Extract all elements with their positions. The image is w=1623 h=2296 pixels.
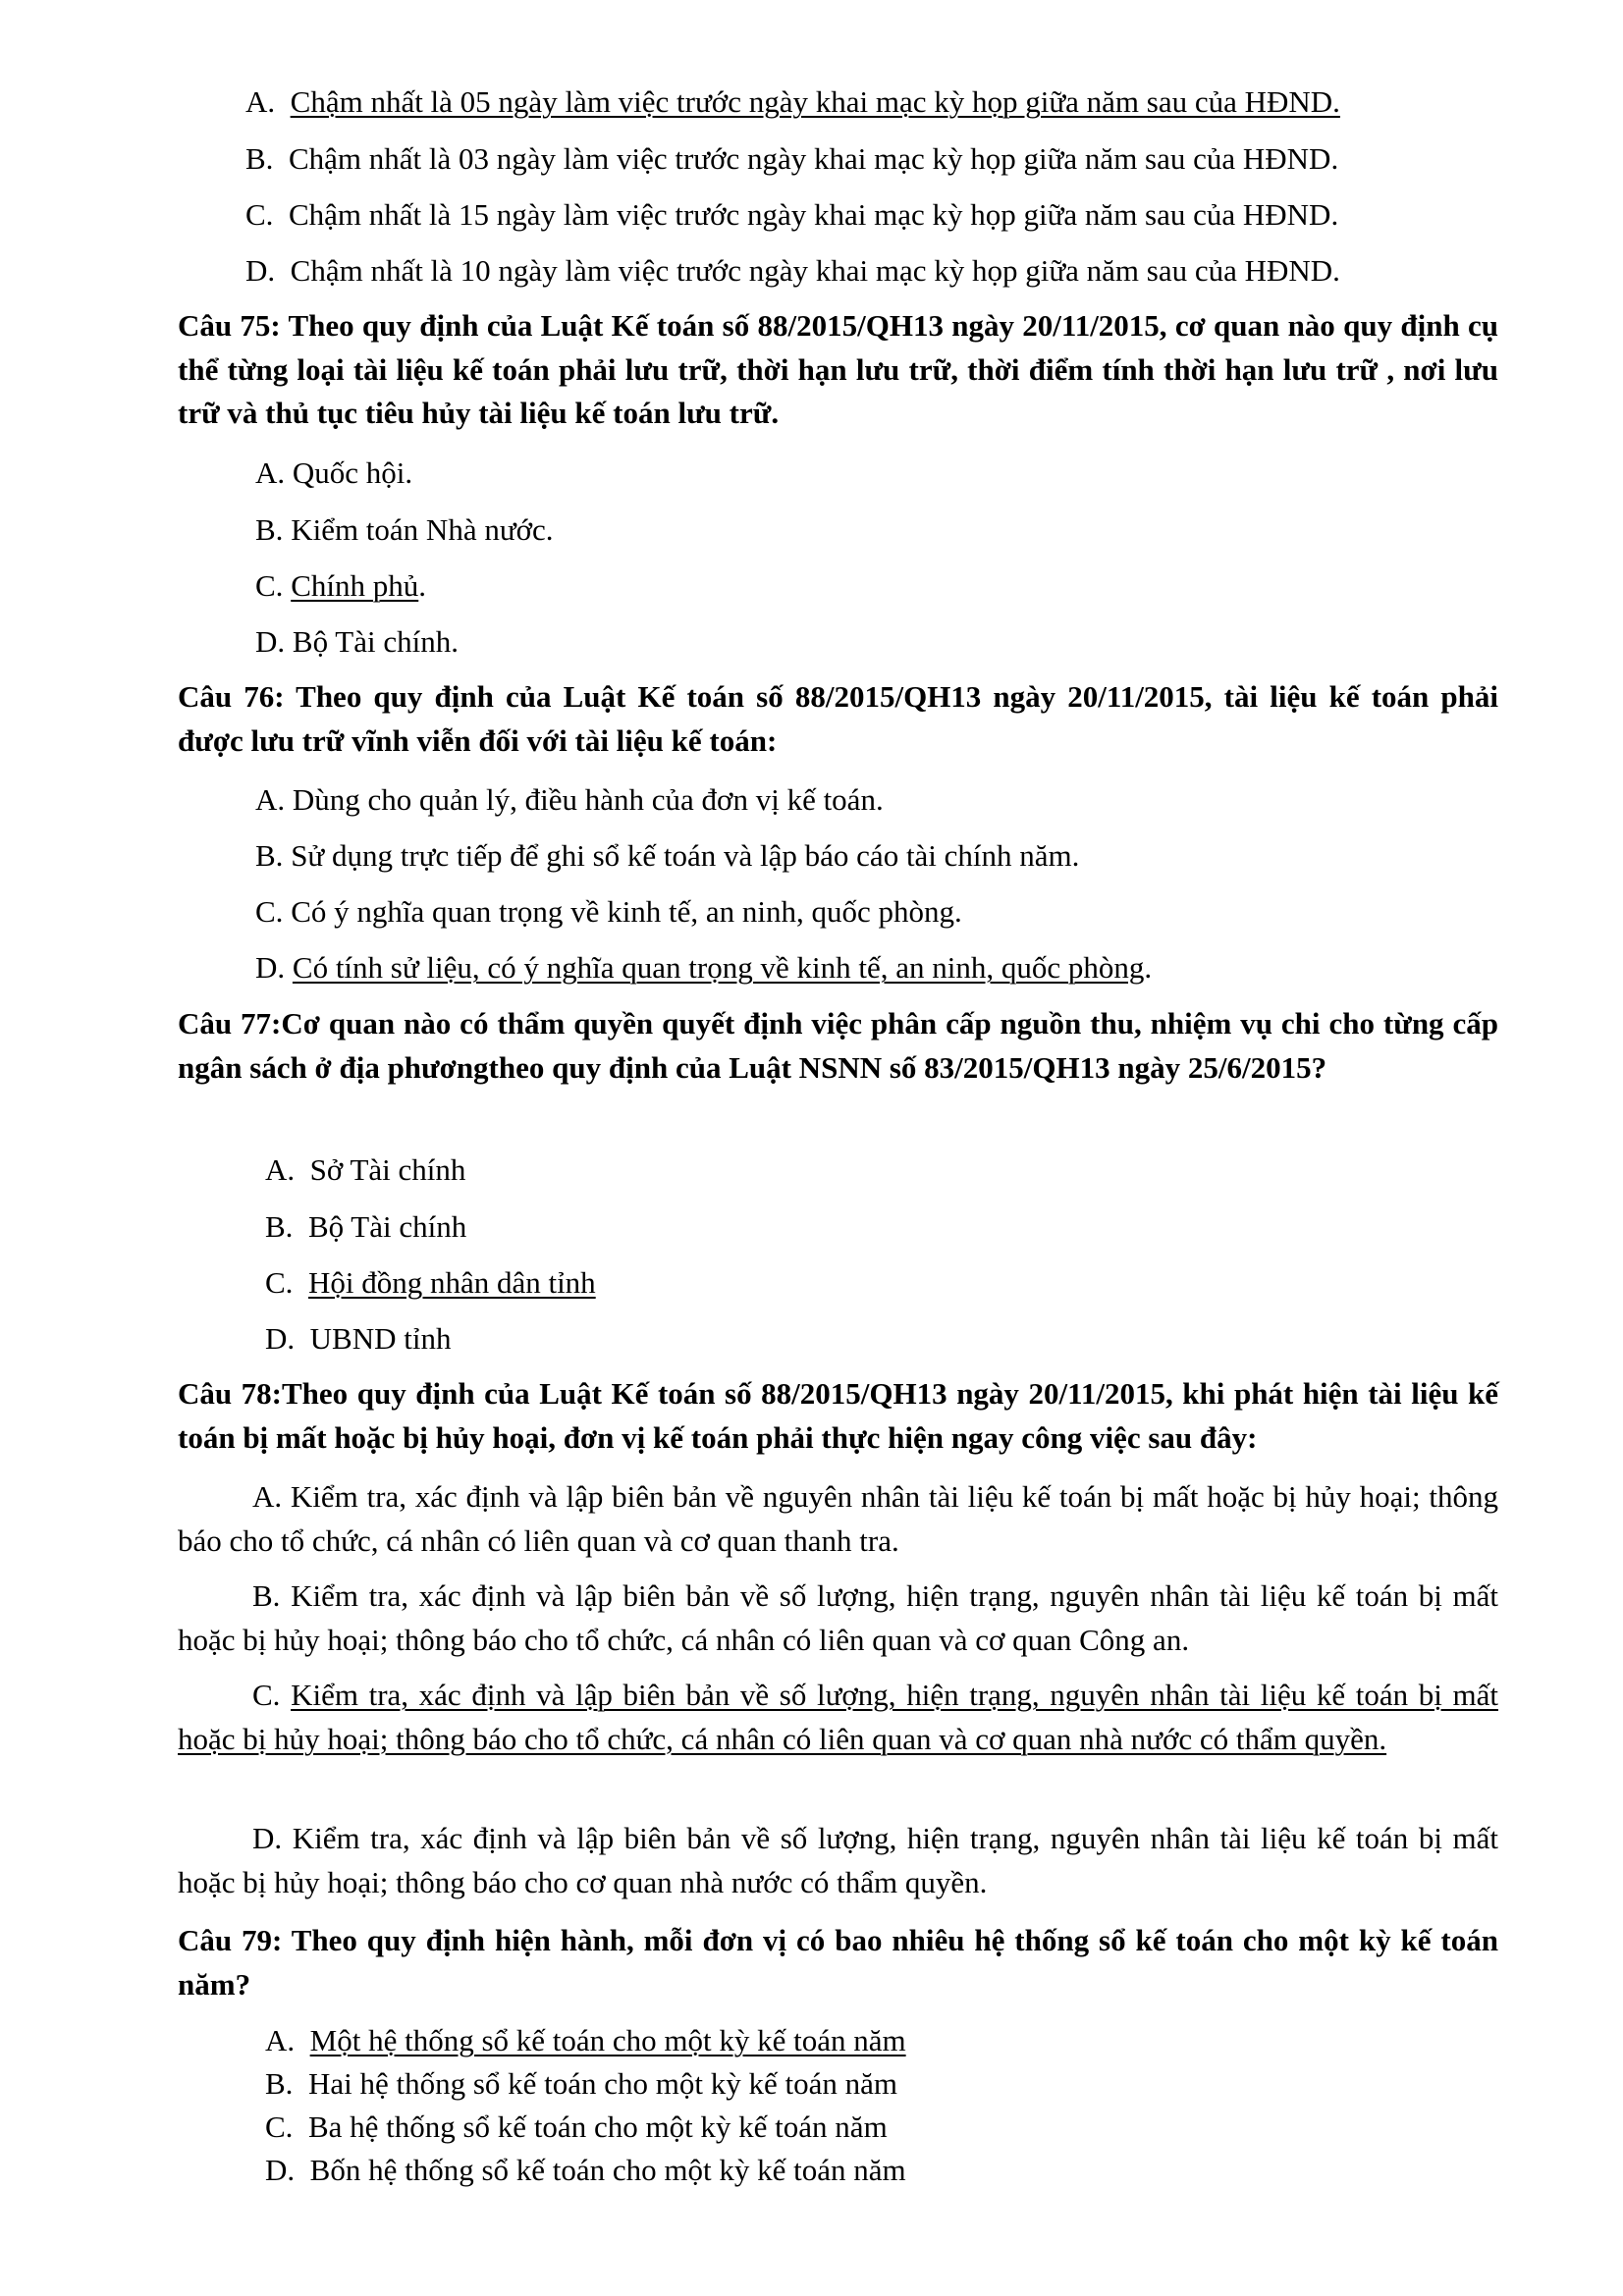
q75-option-b [255, 508, 554, 552]
q78-option-d [178, 1817, 1498, 1904]
q79-option-b [265, 2064, 897, 2104]
option-text: Chậm nhất là 03 ngày làm việc trước ngày khai mạc kỳ họp giữa năm sau của HĐND. [288, 141, 1339, 176]
q78-option-c [178, 1674, 1498, 1761]
option-text-correct: Chính phủ [291, 568, 419, 603]
question-77: Câu 77:Cơ quan nào có thẩm quyền quyết định việc phân cấp nguồn thu, nhiệm vụ chi cho từng cấp ngân sách ở địa phươngtheo quy định của Luật NSNN số 83/2015/QH13 ngày 25/6/2015? [178, 1006, 1498, 1085]
option-letter: A. [255, 455, 286, 490]
option-text: Dùng cho quản lý, điều hành của đơn vị kế toán. [292, 782, 884, 817]
option-letter: D. [265, 2153, 296, 2187]
option-suffix: . [1144, 950, 1153, 985]
q77-option-d [265, 1317, 451, 1361]
option-text-correct: Hội đồng nhân dân tỉnh [307, 1265, 596, 1300]
option-letter: D. [245, 253, 276, 288]
option-letter: A. [255, 782, 286, 817]
q74-option-b [245, 137, 1338, 181]
q74-option-d [245, 249, 1340, 293]
q75-option-a [255, 452, 412, 495]
option-letter: D. [255, 624, 286, 659]
option-text: Sở Tài chính [309, 1152, 466, 1187]
q77-option-a [265, 1148, 465, 1192]
q74-option-c [245, 193, 1338, 237]
question-79: Câu 79: Theo quy định hiện hành, mỗi đơn vị có bao nhiêu hệ thống sổ kế toán cho một kỳ kế toán năm? [178, 1923, 1498, 2002]
option-text-correct: Có tính sử liệu, có ý nghĩa quan trọng về kinh tế, an ninh, quốc phòng [292, 950, 1145, 985]
option-letter: D. [252, 1821, 283, 1855]
option-text: Kiểm tra, xác định và lập biên bản về số lượng, hiện trạng, nguyên nhân tài liệu kế toán bị mất hoặc bị hủy hoại; thông báo cho tổ chức, cá nhân có liên quan và cơ quan Công an. [178, 1578, 1498, 1657]
option-letter: B. [255, 838, 284, 873]
q75-option-c [255, 564, 426, 608]
option-text: Chậm nhất là 10 ngày làm việc trước ngày khai mạc kỳ họp giữa năm sau của HĐND. [290, 253, 1340, 288]
option-letter: B. [245, 141, 274, 176]
option-letter: D. [265, 1321, 296, 1356]
q76-option-a [255, 778, 884, 822]
q77-option-c [265, 1261, 596, 1305]
option-letter: A. [252, 1479, 283, 1514]
option-text-correct: Một hệ thống sổ kế toán cho một kỳ kế toán năm [309, 2023, 906, 2057]
option-text: Ba hệ thống sổ kế toán cho một kỳ kế toán năm [307, 2109, 888, 2144]
q78-option-b [178, 1575, 1498, 1662]
option-letter: D. [255, 950, 286, 985]
option-letter: C. [245, 197, 274, 232]
option-letter: B. [252, 1578, 281, 1613]
question-78: Câu 78:Theo quy định của Luật Kế toán số 88/2015/QH13 ngày 20/11/2015, khi phát hiện tài liệu kế toán bị mất hoặc bị hủy hoại, đơn vị kế toán phải thực hiện ngay công việc sau đây: [178, 1376, 1498, 1455]
option-text: Sử dụng trực tiếp để ghi sổ kế toán và lập báo cáo tài chính năm. [291, 838, 1080, 873]
option-text: Hai hệ thống sổ kế toán cho một kỳ kế toán năm [307, 2066, 898, 2101]
option-letter: A. [245, 84, 276, 119]
option-text: Bộ Tài chính. [292, 624, 459, 659]
option-letter: C. [265, 2109, 294, 2144]
q79-option-d [265, 2151, 906, 2190]
option-text: Kiểm tra, xác định và lập biên bản về số lượng, hiện trạng, nguyên nhân tài liệu kế toán bị mất hoặc bị hủy hoại; thông báo cho cơ quan nhà nước có thẩm quyền. [178, 1821, 1498, 1899]
q78-option-a [178, 1475, 1498, 1563]
q76-option-b [255, 834, 1079, 878]
option-text: Chậm nhất là 15 ngày làm việc trước ngày khai mạc kỳ họp giữa năm sau của HĐND. [288, 197, 1339, 232]
option-text: Kiểm tra, xác định và lập biên bản về nguyên nhân tài liệu kế toán bị mất hoặc bị hủy hoại; thông báo cho tổ chức, cá nhân có liên quan và cơ quan thanh tra. [178, 1479, 1499, 1558]
q74-option-a [245, 80, 1340, 124]
option-letter: B. [255, 512, 284, 547]
q75-option-d [255, 620, 459, 664]
q76-option-c [255, 890, 962, 934]
option-text: Có ý nghĩa quan trọng về kinh tế, an ninh, quốc phòng. [291, 894, 962, 929]
option-letter: A. [265, 1152, 296, 1187]
option-letter: B. [265, 1209, 294, 1244]
question-75: Câu 75: Theo quy định của Luật Kế toán số 88/2015/QH13 ngày 20/11/2015, cơ quan nào quy định cụ thể từng loại tài liệu kế toán phải lưu trữ, thời hạn lưu trữ, thời điểm tính thời hạn lưu trữ , nơi lưu trữ và thủ tục tiêu hủy tài liệu kế toán lưu trữ. [178, 308, 1498, 430]
question-76: Câu 76: Theo quy định của Luật Kế toán số 88/2015/QH13 ngày 20/11/2015, tài liệu kế toán phải được lưu trữ vĩnh viễn đối với tài liệu kế toán: [178, 679, 1498, 758]
option-letter: A. [265, 2023, 296, 2057]
option-text-correct: Kiểm tra, xác định và lập biên bản về số lượng, hiện trạng, nguyên nhân tài liệu kế toán bị mất hoặc bị hủy hoại; thông báo cho tổ chức, cá nhân có liên quan và cơ quan nhà nước có thẩm quyền. [178, 1678, 1498, 1756]
option-text-correct: Chậm nhất là 05 ngày làm việc trước ngày khai mạc kỳ họp giữa năm sau của HĐND. [290, 84, 1340, 119]
option-suffix: . [418, 568, 426, 603]
option-text: Bốn hệ thống sổ kế toán cho một kỳ kế toán năm [309, 2153, 906, 2187]
option-letter: C. [255, 568, 284, 603]
option-letter: C. [265, 1265, 294, 1300]
option-text: Kiểm toán Nhà nước. [291, 512, 554, 547]
option-letter: B. [265, 2066, 294, 2101]
q77-option-b [265, 1205, 466, 1249]
option-letter: C. [255, 894, 284, 929]
option-text: Bộ Tài chính [307, 1209, 467, 1244]
q76-option-d [255, 946, 1152, 989]
option-letter: C. [252, 1678, 281, 1712]
option-text: Quốc hội. [292, 455, 413, 490]
q79-option-a [265, 2021, 906, 2060]
q79-option-c [265, 2108, 888, 2147]
option-text: UBND tỉnh [309, 1321, 452, 1356]
